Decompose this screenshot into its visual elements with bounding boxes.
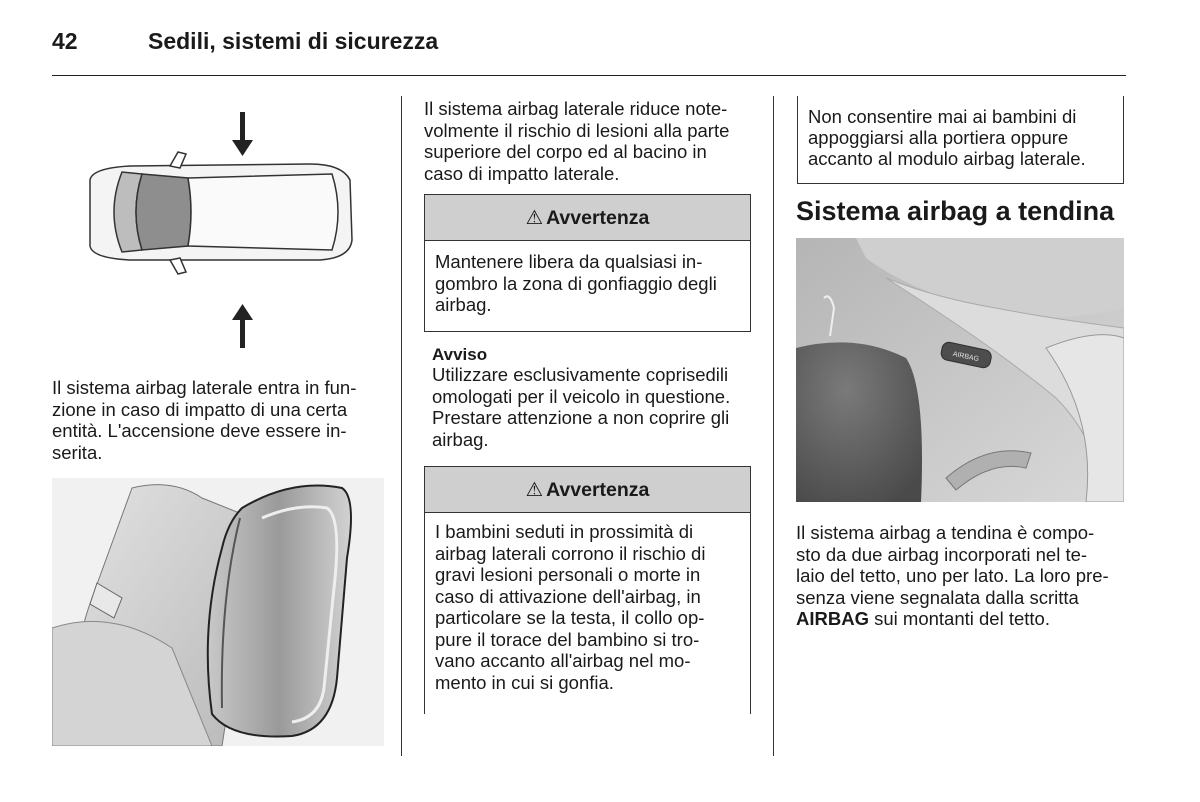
text-line: omologati per il veicolo in questione.	[432, 385, 731, 407]
text-line: Il sistema airbag laterale riduce note-	[424, 98, 728, 119]
warning-title: Avvertenza	[546, 479, 650, 501]
warning-triangle-icon: ⚠	[525, 479, 544, 501]
warning-heading	[425, 195, 750, 241]
page-number: 42	[52, 28, 78, 54]
text-line: airbag.	[435, 294, 492, 315]
text-line: gravi lesioni personali o morte in	[435, 564, 701, 585]
text-line: vano accanto all'airbag nel mo-	[435, 650, 691, 671]
arrow-bottom-shaft	[240, 318, 245, 348]
text-line: caso di impatto laterale.	[424, 162, 620, 184]
text-line-mixed	[796, 608, 1109, 630]
arrow-top-head	[232, 140, 253, 156]
text-line: accanto al modulo airbag laterale.	[808, 148, 1086, 169]
warning-body	[425, 241, 750, 316]
text-line: Prestare attenzione a non coprire gli	[432, 407, 730, 428]
text-line: gombro la zona di gonfiaggio degli	[435, 272, 717, 294]
warning-triangle-icon: ⚠	[525, 207, 544, 229]
left-paragraph	[52, 377, 356, 463]
warning-title: Avvertenza	[546, 207, 650, 229]
text-line: airbag laterali corrono il rischio di	[435, 542, 706, 564]
car-rear	[188, 174, 338, 250]
warning-continued-box	[797, 96, 1124, 184]
text-line: serita.	[52, 441, 103, 463]
text-line: Utilizzare esclusivamente coprisedili	[432, 364, 729, 385]
text-line: airbag.	[432, 428, 489, 450]
chapter-title: Sedili, sistemi di sicurezza	[148, 28, 439, 54]
notice-title: Avviso	[432, 345, 488, 364]
page-header	[52, 28, 1126, 76]
text-line: entità. L'accensione deve essere in-	[52, 420, 347, 441]
section-title: Sistema airbag a tendina	[796, 196, 1115, 226]
text-line: mento in cui si gonfia.	[435, 671, 614, 693]
right-paragraph	[796, 522, 1109, 630]
warning-box-2	[424, 466, 751, 714]
text-line: senza viene segnalata dalla scritta	[796, 586, 1079, 608]
warning-heading	[425, 467, 750, 513]
headrest	[796, 342, 922, 502]
arrow-top-shaft	[240, 112, 245, 142]
text-line: particolare se la testa, il collo op-	[435, 607, 705, 628]
airbag-term: AIRBAG	[796, 608, 869, 629]
car-top-view-figure	[70, 110, 370, 350]
middle-intro-paragraph	[424, 98, 729, 184]
text-line: superiore del corpo ed al bacino in	[424, 141, 707, 162]
text-line: Mantenere libera da qualsiasi in-	[435, 251, 703, 272]
text-line: Il sistema airbag laterale entra in fun-	[52, 377, 357, 398]
car-roof	[136, 174, 191, 250]
text-line: zione in caso di impatto di una certa	[52, 398, 348, 420]
notice-paragraph	[432, 364, 730, 450]
warning-body	[425, 513, 750, 693]
text-line: laio del tetto, uno per lato. La loro pre-	[796, 565, 1109, 586]
text-line: I bambini seduti in prossimità di	[435, 521, 694, 542]
airbag-badge-label: AIRBAG	[952, 350, 980, 364]
arrow-bottom-head	[232, 304, 253, 320]
text-line: Non consentire mai ai bambini di	[808, 106, 1077, 127]
text-fragment: sui montanti del tetto.	[868, 608, 1050, 629]
warning-box-1	[424, 194, 751, 332]
text-line: appoggiarsi alla portiera oppure	[808, 127, 1069, 148]
text-line: pure il torace del bambino si tro-	[435, 628, 700, 650]
text-line: caso di attivazione dell'airbag, in	[435, 585, 701, 607]
text-line: volmente il rischio di lesioni alla parte	[424, 119, 730, 141]
curtain-airbag-figure	[796, 238, 1124, 502]
text-line: sto da due airbag incorporati nel te-	[796, 543, 1088, 565]
column-divider-left	[401, 96, 402, 756]
side-airbag-seat-figure	[52, 478, 384, 746]
text-line: Il sistema airbag a tendina è compo-	[796, 522, 1095, 543]
column-divider-right	[773, 96, 774, 756]
